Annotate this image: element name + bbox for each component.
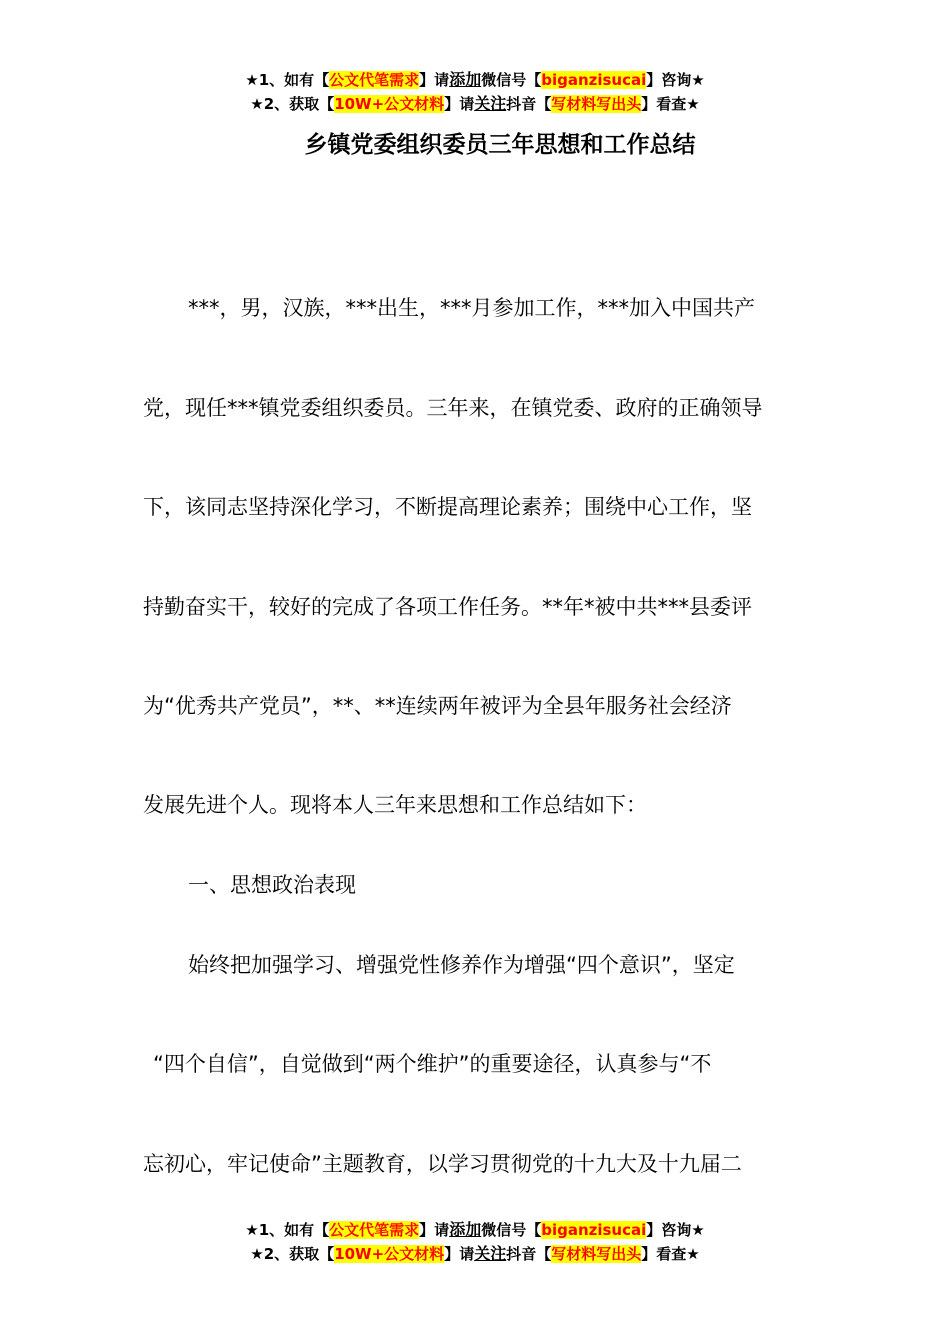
paragraph-line: “四个自信”，自觉做到“两个维护”的重要途径，认真参与“不	[153, 1052, 712, 1076]
header-banner	[0, 68, 950, 116]
banner-highlight: 10W+公文材料	[334, 95, 445, 113]
banner-text: 】请	[419, 1221, 450, 1239]
banner-text: ★1、如有【	[245, 1221, 330, 1239]
footer-banner	[0, 1218, 950, 1266]
banner-highlight: 10W+公文材料	[334, 1245, 445, 1263]
banner-text: 】请	[444, 1245, 475, 1263]
banner-underline: 关注	[474, 1244, 507, 1263]
banner-text: ★2、获取【	[250, 95, 335, 113]
banner-text: 】请	[419, 71, 450, 89]
banner-text: 抖音【	[506, 1245, 552, 1263]
banner-line-2	[0, 1242, 950, 1266]
banner-text: 】看查★	[641, 1245, 700, 1263]
banner-highlight: 公文代笔需求	[329, 1221, 420, 1239]
banner-text: 】咨询★	[646, 71, 705, 89]
banner-highlight: 写材料写出头	[551, 95, 642, 113]
paragraph-line: 始终把加强学习、增强党性修养作为增强“四个意识”，坚定	[188, 953, 735, 977]
banner-highlight: 写材料写出头	[551, 1245, 642, 1263]
paragraph-line: 下，该同志坚持深化学习，不断提高理论素养；围绕中心工作，坚	[143, 495, 752, 519]
banner-line-2	[0, 92, 950, 116]
banner-text: 微信号【	[481, 71, 542, 89]
section-heading: 一、思想政治表现	[188, 873, 356, 897]
banner-line-1	[0, 68, 950, 92]
paragraph-line: ***，男，汉族，***出生，***月参加工作，***加入中国共产	[188, 296, 755, 320]
banner-text: ★1、如有【	[245, 71, 330, 89]
banner-text: 抖音【	[506, 95, 552, 113]
banner-highlight: biganzisucai	[541, 71, 647, 89]
paragraph-line: 持勤奋实干，较好的完成了各项工作任务。**年*被中共***县委评	[143, 595, 752, 619]
banner-line-1	[0, 1218, 950, 1242]
banner-text: 微信号【	[481, 1221, 542, 1239]
paragraph-line: 党，现任***镇党委组织委员。三年来，在镇党委、政府的正确领导	[143, 396, 763, 420]
banner-text: ★2、获取【	[250, 1245, 335, 1263]
banner-text: 】请	[444, 95, 475, 113]
paragraph-line: 忘初心，牢记使命”主题教育，以学习贯彻党的十九大及十九届二	[143, 1152, 742, 1176]
paragraph-line: 为“优秀共产党员”，**、**连续两年被评为全县年服务社会经济	[143, 694, 732, 718]
document-title: 乡镇党委组织委员三年思想和工作总结	[304, 132, 696, 158]
banner-underline: 添加	[449, 70, 482, 89]
banner-underline: 添加	[449, 1220, 482, 1239]
banner-highlight: 公文代笔需求	[329, 71, 420, 89]
banner-highlight: biganzisucai	[541, 1221, 647, 1239]
banner-text: 】咨询★	[646, 1221, 705, 1239]
paragraph-line: 发展先进个人。现将本人三年来思想和工作总结如下：	[143, 793, 647, 817]
banner-text: 】看查★	[641, 95, 700, 113]
banner-underline: 关注	[474, 94, 507, 113]
